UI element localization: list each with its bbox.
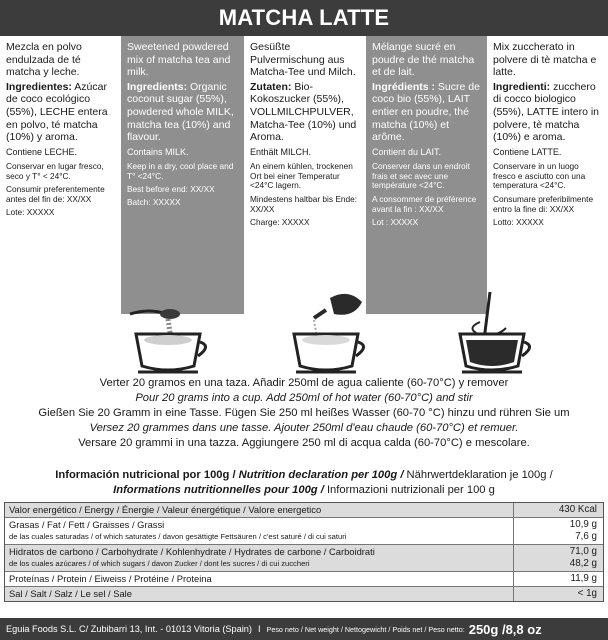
best-before-text: Mindestens haltbar bis Ende: XX/XX [250,194,358,215]
table-row [5,571,603,586]
lot-text: Lot : XXXXX [372,217,419,228]
table-row [5,586,603,601]
kettle-pour-icon [290,284,370,376]
storage-text: An einem kühlen, trockenen Ort bei einer Temperatur <24°C lagern. [250,160,353,191]
best-before-text: Consumare preferibilmente entro la fine di: XX/XX [493,194,594,215]
instruction-es: Verter 20 gramos en una taza. Añadir 250ml de agua caliente (60-70°C) y remover [99,377,509,389]
column-en [121,36,244,314]
lot-text: Charge: XXXXX [250,217,310,228]
best-before-text: Best before end: XX/XX [127,184,215,195]
nutrient-subvalue: 48,2 g [569,558,597,569]
intro-text: Mix zuccherato in polvere di tè matcha e latte. [493,41,597,79]
nutrient-label: Proteínas / Protein / Eiweiss / Protéine / Proteina [9,573,212,584]
separator: I [257,624,261,634]
preparation-instructions [0,376,608,451]
table-row [5,544,603,571]
lot-text: Lotto: XXXXX [493,217,544,228]
ingredients-label: Ingredienti: [493,80,551,93]
ingredients-label: Zutaten: [250,80,292,93]
instruction-de: Gießen Sie 20 Gramm in eine Tasse. Fügen Sie 250 ml heißes Wasser (60-70 °C) hinzu und rühren Sie um [38,407,570,419]
net-weight-label: Peso neto / Net weight / Nettogewicht / Poids net / Peso netto: [266,624,465,634]
storage-text: Conservar en lugar fresco, seco y T° < 24°C. [6,160,104,181]
ingredients-label: Ingredientes: [6,80,72,93]
instruction-en: Pour 20 grams into a cup. Add 250ml of hot water (60-70°C) and stir [135,392,473,404]
nutrient-value: < 1g [513,587,603,601]
ingredients-text: zucchero di cocco biologico (55%), LATTE intero in polvere, tè matcha (10%) e aroma. [493,80,600,144]
column-it [487,36,608,314]
instruction-fr: Versez 20 grammes dans une tasse. Ajouter 250ml d'eau chaude (60-70°C) et remuer. [89,422,519,434]
ingredients [127,81,238,144]
nutrition-heading-en: Nutrition declaration per 100g / [235,469,404,481]
nutrient-label: Grasas / Fat / Fett / Graisses / Grassi [9,519,165,530]
intro-text: Mélange sucré en poudre de thé matcha et de lait. [372,41,475,79]
language-columns [0,36,608,314]
nutrition-table [4,502,604,602]
column-de [244,36,366,314]
lot-text: Batch: XXXXX [127,197,181,208]
ingredients [6,81,115,144]
nutrition-heading-de: Nährwertdeklaration je 100g / [403,469,553,481]
column-es [0,36,121,314]
ingredients [372,81,481,144]
lot-text: Lote: XXXXX [6,207,55,218]
company-address: Eguia Foods S.L. C/ Zubibarri 13, Int. - 01013 Vitoria (Spain) [6,624,252,634]
allergen-text: Contiene LECHE. [6,146,78,157]
storage-text: Conserver dans un endroit frais et sec avec une température <24°C. [372,160,470,191]
nutrient-sublabel: de los cuales azúcares / of which sugars / davon Zucker / dont les sucres / di cui zuccheri [9,559,310,568]
footer-bar [0,618,608,640]
intro-text: Gesüßte Pulvermischung aus Matcha-Tee und Milch. [250,41,356,79]
table-row [5,503,603,517]
preparation-illustrations [0,284,608,376]
nutrition-heading-it: Informazioni nutrizionali per 100 g [323,484,495,496]
intro-text: Mezcla en polvo endulzada de té matcha y leche. [6,41,82,79]
ingredients-label: Ingredients: [127,80,188,93]
ingredients [493,81,602,144]
allergen-text: Enthält MILCH. [250,146,312,157]
instruction-it: Versare 20 grammi in una tazza. Aggiungere 250 ml di acqua calda (60-70°C) e mescolare. [78,437,530,449]
stir-cup-icon [456,284,536,376]
nutrient-label: Valor energético / Energy / Énergie / Valeur énergétique / Valore energetico [9,504,322,515]
ingredients-text: Organic coconut sugar (55%), powdered whole MILK, matcha tea (10%) and flavour. [127,80,234,144]
ingredients-text: Sucre de coco bio (55%), LAIT entier en poudre, thé matcha (10%) et arôme. [372,80,480,144]
nutrient-sublabel: de las cuales saturadas / of which saturates / davon gesättigte Fettsäuren / c'est saturé / di cui saturi [9,532,347,541]
product-title: MATCHA LATTE [0,0,608,36]
nutrient-value: 430 Kcal [513,503,603,517]
nutrient-label: Sal / Salt / Salz / Le sel / Sale [9,588,132,599]
allergen-text: Contient du LAIT. [372,146,442,157]
nutrient-subvalue: 7,6 g [575,531,597,542]
ingredients [250,81,360,144]
storage-text: Keep in a dry, cool place and T° <24°C. [127,160,234,181]
best-before-text: Consumir preferentemente antes del fin de: XX/XX [6,184,105,205]
column-fr [366,36,487,314]
nutrient-value: 10,9 g [569,519,597,530]
ingredients-text: Bio-Kokoszucker (55%), VOLLMILCHPULVER, Matcha-Tee (10%) und Aroma. [250,80,357,144]
nutrient-label: Hidratos de carbono / Carbohydrate / Kohlenhydrate / Hydrates de carbone / Carboidrati [9,546,375,557]
best-before-text: A consommer de préférence avant la fin : XX/XX [372,194,477,215]
allergen-text: Contains MILK. [127,146,189,157]
ingredients-label: Ingrédients : [372,80,436,93]
storage-text: Conservare in un luogo fresco e asciutto con una temperatura <24°C. [493,160,586,191]
nutrition-heading-es: Información nutricional por 100g / [55,469,236,481]
net-weight-value: 250g /8,8 oz [468,621,542,637]
nutrition-heading [0,468,608,498]
powder-spoon-cup-icon [128,284,208,376]
allergen-text: Contiene LATTE. [493,146,562,157]
nutrient-value: 71,0 g [569,546,597,557]
ingredients-text: Azúcar de coco ecológico (55%), LECHE entera en polvo, té matcha (10%) y aroma. [6,80,108,144]
nutrition-heading-fr: Informations nutritionnelles pour 100g / [113,484,324,496]
table-row [5,517,603,544]
nutrient-value: 11,9 g [513,572,603,586]
intro-text: Sweetened powdered mix of matcha tea and milk. [127,41,231,79]
